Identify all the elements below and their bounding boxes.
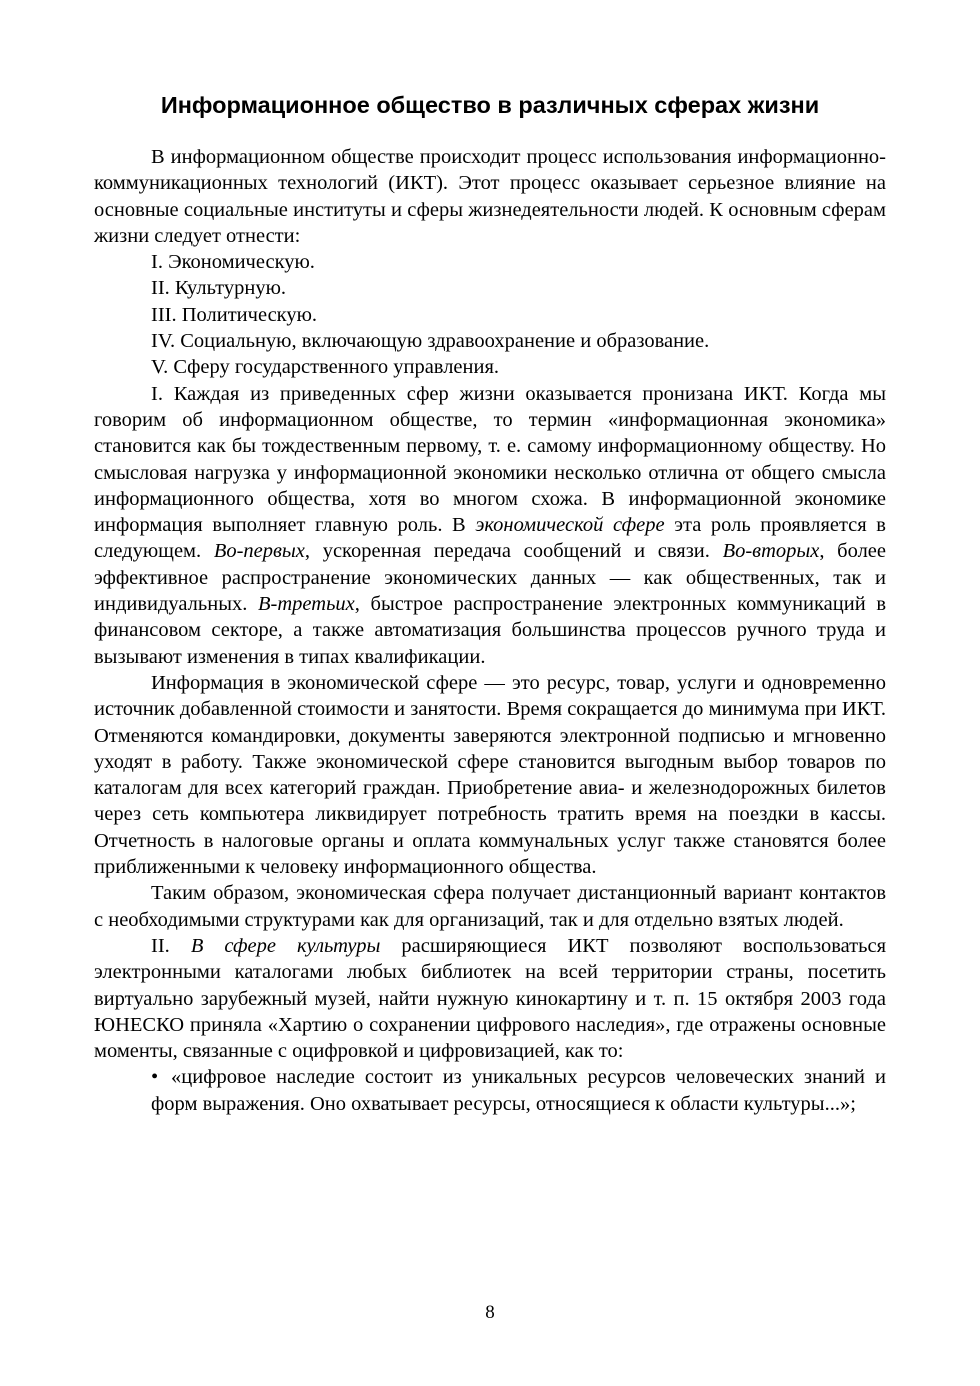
economic-sphere-paragraph: I. Каждая из приведенных сфер жизни оказывается пронизана ИКТ. Когда мы говорим об информационном обществе, то термин «информационная экономика» становится как бы тождественным первому, т. е. самому информационному обществу. Но смысловая нагрузка у информационной экономики несколько отлична от общего смысла информационного общества, хотя во многом схожа. В информационной экономике информация выполняет главную роль. В экономической сфере эта роль проявляется в следующем. Во-первых, ускоренная передача сообщений и связи. Во-вторых, более эффективное распространение экономических данных — как общественных, так и индивидуальных. В-третьих, быстрое распространение электронных коммуникаций в финансовом секторе, а также автоматизация большинства процессов ручного труда и вызывают изменения в типах квалификации. — [94, 382, 887, 668]
page-number: 8 — [485, 1302, 495, 1323]
sphere-item: III. Политическую. — [151, 303, 318, 326]
emphasis-thirdly: В-третьих — [258, 593, 355, 616]
document-body — [94, 144, 886, 1117]
emphasis-economic-sphere: экономической сфере — [475, 514, 665, 537]
page-title: Информационное общество в различных сферах жизни — [160, 92, 820, 118]
emphasis-culture-sphere: В сфере культуры — [190, 934, 381, 957]
conclusion-paragraph: Таким образом, экономическая сфера получает дистанционный вариант контактов с необходимыми структурами как для организаций, так и для отдельно взятых людей. — [94, 882, 886, 931]
sphere-item: I. Экономическую. — [151, 251, 315, 274]
sphere-item: II. Культурную. — [151, 277, 287, 300]
emphasis-secondly: Во-вторых — [722, 540, 820, 563]
bullet-icon: • — [151, 1066, 159, 1089]
bullet-text: «цифровое наследие состоит из уникальных ресурсов человеческих знаний и форм выражения. Оно охватывает ресурсы, относящиеся к области культуры...»; — [151, 1066, 886, 1115]
sphere-item: V. Сферу государственного управления. — [151, 356, 500, 379]
sphere-item: IV. Социальную, включающую здравоохранение и образование. — [151, 330, 710, 353]
intro-paragraph: В информационном обществе происходит процесс использования информационно-коммуникационных технологий (ИКТ). Этот процесс оказывает серьезное влияние на основные социальные институты и сферы жизнедеятельности людей. К основным сферам жизни следует отнести: — [94, 146, 886, 247]
document-page — [94, 90, 886, 1117]
information-resource-paragraph: Информация в экономической сфере — это ресурс, товар, услуги и одновременно источник добавленной стоимости и занятости. Время сокращается до минимума при ИКТ. Отменяются командировки, документы заверяются электронной подписью и мгновенно уходят в работу. Также экономической сфере становится выгодным выбор товаров по каталогам для всех категорий граждан. Приобретение авиа- и железнодорожных билетов через сеть компьютера ликвидирует потребность тратить время на поездки в кассы. Отчетность в налоговые органы и оплата коммунальных услуг также становятся более приближенными к человеку информационного общества. — [94, 671, 886, 879]
list-item — [151, 1064, 886, 1117]
culture-sphere-paragraph: II. В сфере культуры расширяющиеся ИКТ позволяют воспользоваться электронными каталогами любых библиотек на всей территории страны, посетить виртуально зарубежный музей, найти нужную кинокартину и т. п. 15 октября 2003 года ЮНЕСКО приняла «Хартию о сохранении цифрового наследия», где отражены основные моменты, связанные с оцифровкой и цифровизацией, как то: — [94, 934, 887, 1063]
emphasis-firstly: Во-первых — [213, 540, 305, 563]
